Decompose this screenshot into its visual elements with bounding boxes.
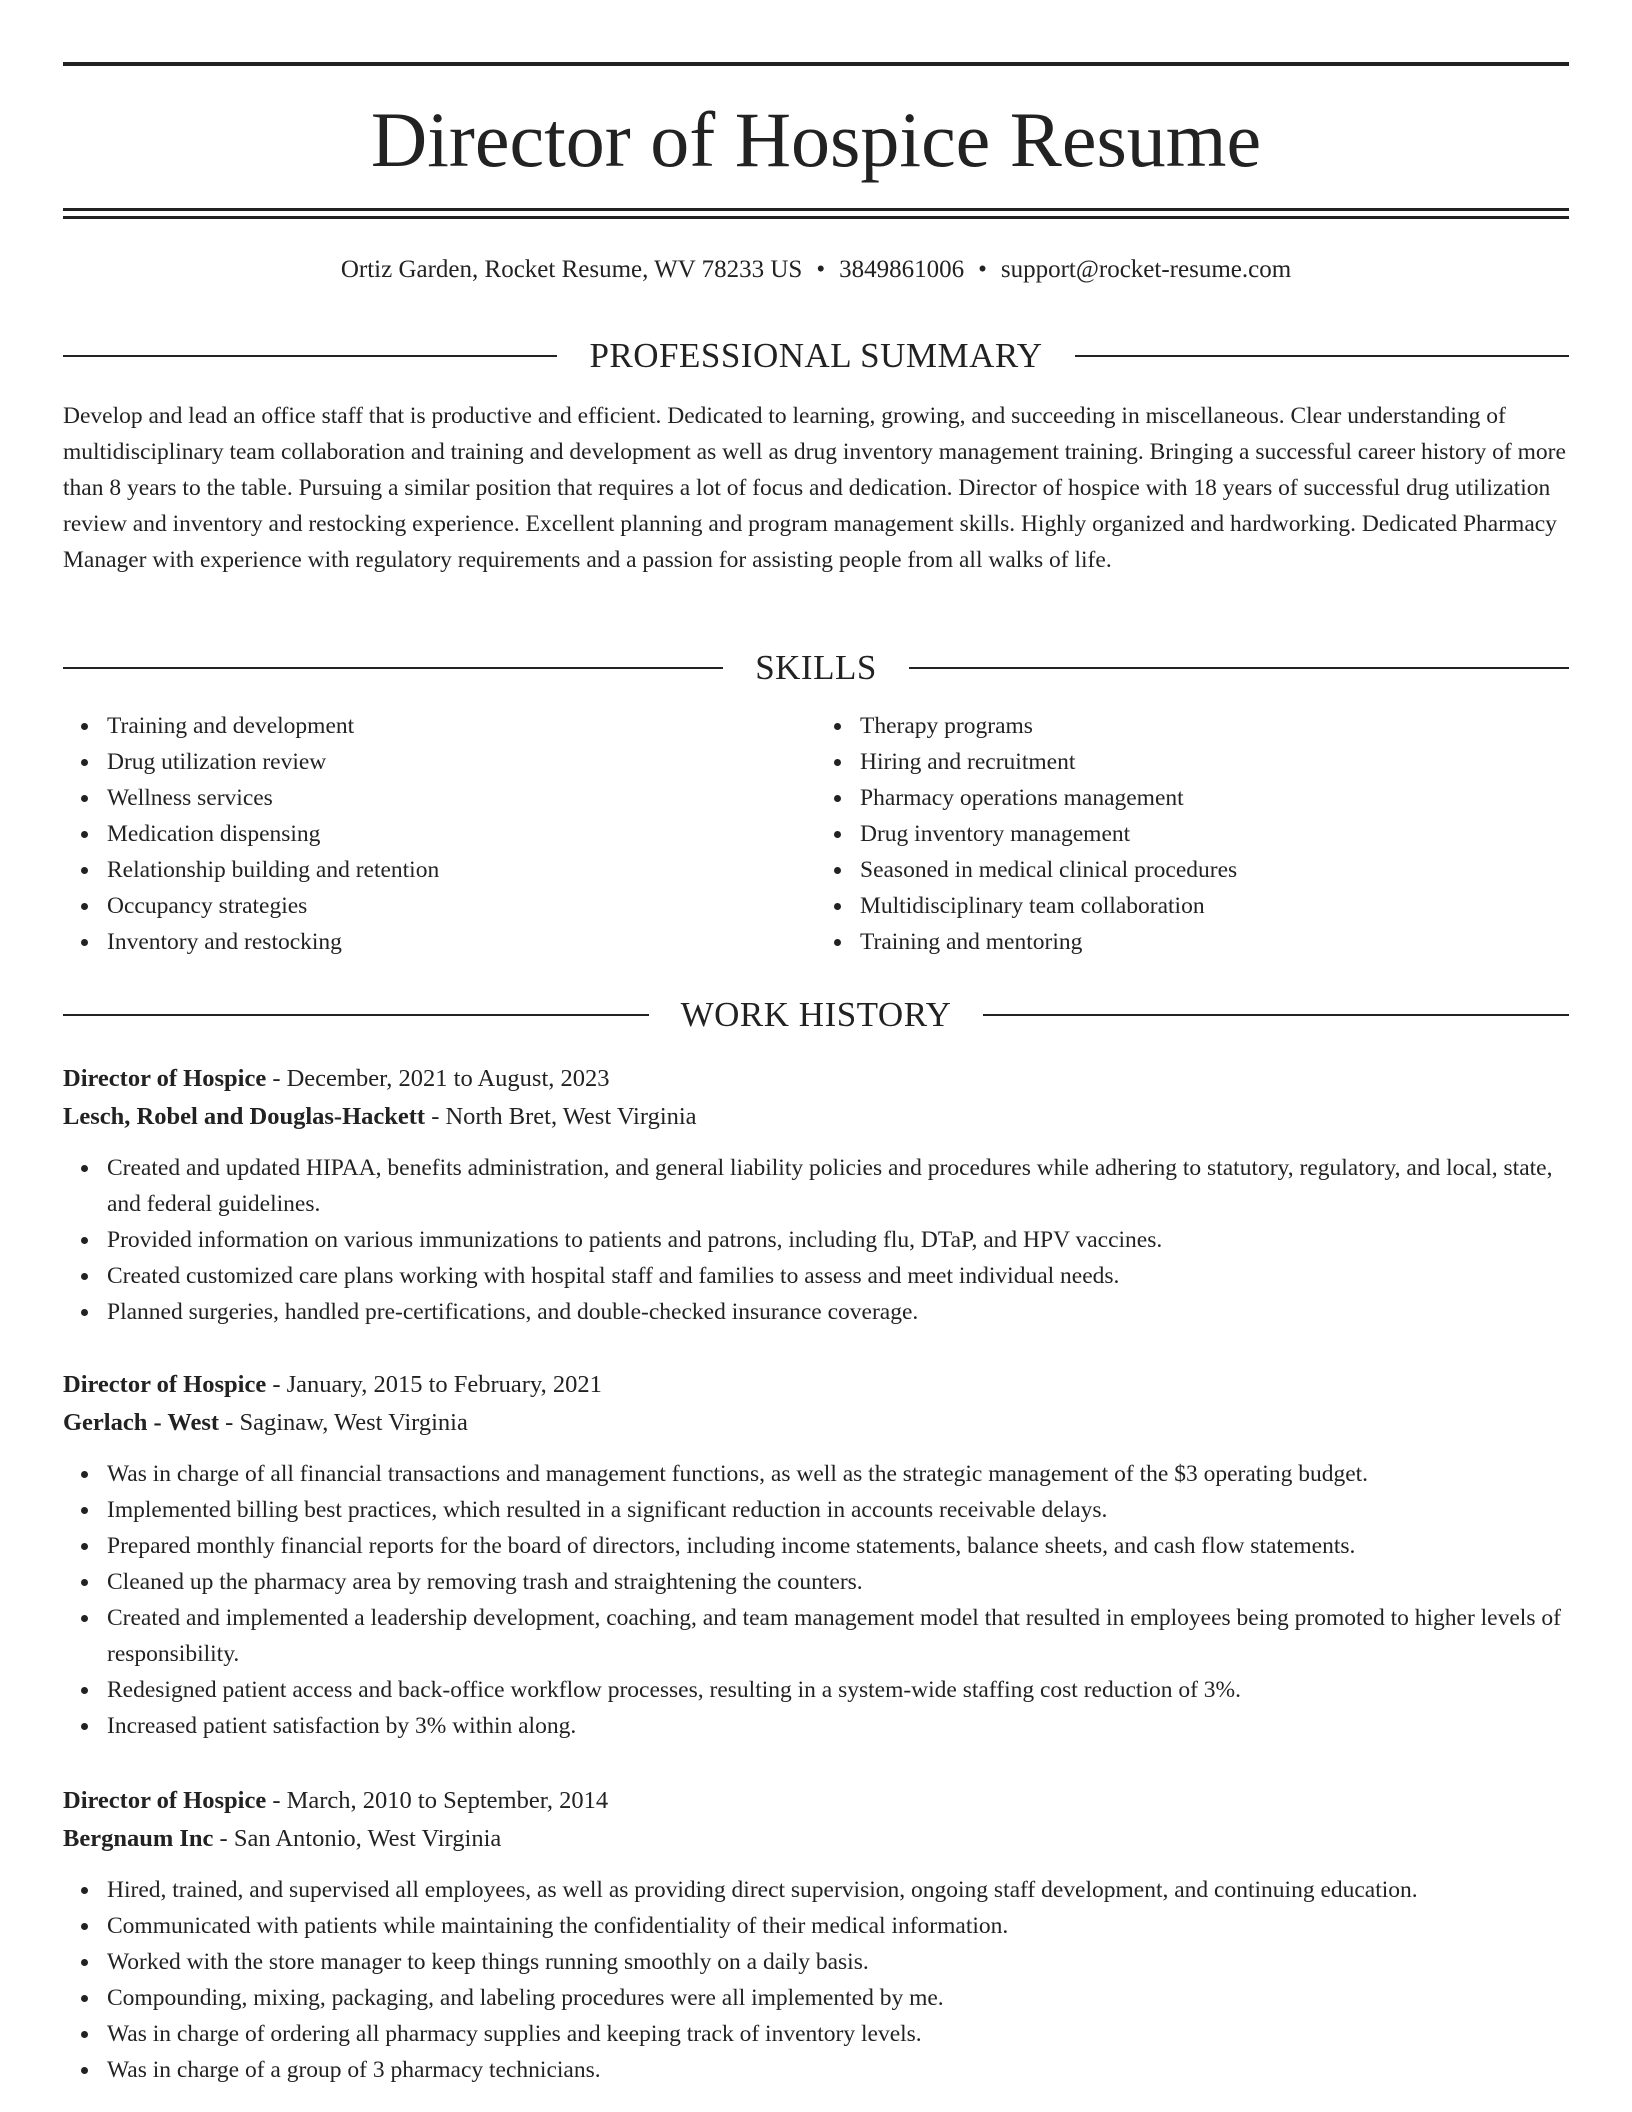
job-dates: - January, 2015 to February, 2021 [266,1371,602,1398]
job-bullet: Hired, trained, and supervised all employees, as well as providing direct supervision, ongoing staff development, and continuing education. [107,1872,1569,1908]
job-bullet: Was in charge of ordering all pharmacy supplies and keeping track of inventory levels. [107,2016,1569,2052]
summary-section-heading [63,336,1569,376]
job-dates: - December, 2021 to August, 2023 [266,1065,610,1092]
skills-heading-label: SKILLS [755,648,877,687]
title-double-rule-lower [63,216,1569,219]
job-title-line [63,1060,1569,1098]
top-rule [63,62,1569,66]
skill-item: Therapy programs [860,708,1569,744]
job-bullet: Cleaned up the pharmacy area by removing trash and straightening the counters. [107,1564,1569,1600]
job-bullets [63,1150,1569,1330]
page-title: Director of Hospice Resume [370,96,1262,183]
skill-item: Hiring and recruitment [860,744,1569,780]
skills-column-right [816,708,1569,960]
job-company-line [63,1098,1569,1136]
job-bullet: Worked with the store manager to keep things running smoothly on a daily basis. [107,1944,1569,1980]
professional-summary-text: Develop and lead an office staff that is productive and efficient. Dedicated to learning, growing, and succeeding in miscellaneous. Clear understanding of multidisciplinary team collaboration and training and development as well as drug inventory management training. Bringing a successful career history of more than 8 years to the table. Pursuing a similar position that requires a lot of focus and dedication. Director of hospice with 18 years of successful drug utilization review and inventory and restocking experience. Excellent planning and program management skills. Highly organized and hardworking. Dedicated Pharmacy Manager with experience with regulatory requirements and a passion for assisting people from all walks of life. [63,403,1566,573]
job-title: Director of Hospice [63,1065,267,1092]
job-bullet: Created and updated HIPAA, benefits administration, and general liability policies and procedures while adhering to statutory, regulatory, and local, state, and federal guidelines. [107,1150,1569,1222]
skills-column-left [63,708,816,960]
heading-rule-left [63,1014,649,1016]
contact-line [63,252,1569,288]
job-entry [63,1366,1569,1744]
job-location: - San Antonio, West Virginia [213,1825,502,1852]
heading-rule-left [63,355,557,357]
skill-item: Seasoned in medical clinical procedures [860,852,1569,888]
skill-item: Medication dispensing [107,816,816,852]
job-title-line [63,1782,1569,1820]
job-bullets [63,1456,1569,1744]
job-dates: - March, 2010 to September, 2014 [266,1787,609,1814]
skill-item: Multidisciplinary team collaboration [860,888,1569,924]
job-bullets [63,1872,1569,2088]
contact-address: Ortiz Garden, Rocket Resume, WV 78233 US [340,256,803,283]
job-company-line [63,1820,1569,1858]
job-title-line [63,1366,1569,1404]
job-bullet: Was in charge of a group of 3 pharmacy technicians. [107,2052,1569,2088]
job-title: Director of Hospice [63,1787,267,1814]
job-bullet: Increased patient satisfaction by 3% within along. [107,1708,1569,1744]
job-bullet: Prepared monthly financial reports for the board of directors, including income statements, balance sheets, and cash flow statements. [107,1528,1569,1564]
heading-rule-left [63,667,723,669]
job-bullet: Was in charge of all financial transactions and management functions, as well as the strategic management of the $3 operating budget. [107,1456,1569,1492]
job-entry [63,1782,1569,2088]
skills-list [63,708,1569,960]
job-company: Bergnaum Inc [63,1825,214,1852]
job-company-line [63,1404,1569,1442]
contact-separator: • [816,256,826,283]
job-bullet: Created and implemented a leadership development, coaching, and team management model that resulted in employees being promoted to higher levels of responsibility. [107,1600,1569,1672]
skill-item: Occupancy strategies [107,888,816,924]
heading-rule-right [983,1014,1569,1016]
skill-item: Pharmacy operations management [860,780,1569,816]
contact-separator: • [978,256,987,283]
job-bullet: Provided information on various immunizations to patients and patrons, including flu, DTaP, and HPV vaccines. [107,1222,1569,1258]
heading-rule-right [1075,355,1569,357]
job-location: - Saginaw, West Virginia [219,1409,468,1436]
skill-item: Drug utilization review [107,744,816,780]
job-title: Director of Hospice [63,1371,267,1398]
skill-item: Drug inventory management [860,816,1569,852]
skill-item: Training and development [107,708,816,744]
job-bullet: Planned surgeries, handled pre-certifications, and double-checked insurance coverage. [107,1294,1569,1330]
job-bullet: Implemented billing best practices, which resulted in a significant reduction in accounts receivable delays. [107,1492,1569,1528]
skill-item: Relationship building and retention [107,852,816,888]
skill-item: Training and mentoring [860,924,1569,960]
work-history-section-heading [63,995,1569,1035]
summary-heading-label: PROFESSIONAL SUMMARY [589,336,1043,375]
job-company: Lesch, Robel and Douglas-Hackett [63,1103,426,1130]
skill-item: Wellness services [107,780,816,816]
job-bullet: Created customized care plans working with hospital staff and families to assess and meet individual needs. [107,1258,1569,1294]
job-company: Gerlach - West [63,1409,220,1436]
title-double-rule-upper [63,208,1569,211]
job-bullet: Redesigned patient access and back-office workflow processes, resulting in a system-wide staffing cost reduction of 3%. [107,1672,1569,1708]
contact-email[interactable]: support@rocket-resume.com [1000,256,1292,283]
job-bullet: Compounding, mixing, packaging, and labeling procedures were all implemented by me. [107,1980,1569,2016]
work-history-heading-label: WORK HISTORY [680,995,952,1034]
job-entry [63,1060,1569,1330]
skills-section-heading [63,648,1569,688]
skill-item: Inventory and restocking [107,924,816,960]
job-location: - North Bret, West Virginia [425,1103,697,1130]
heading-rule-right [909,667,1569,669]
contact-phone: 3849861006 [839,256,965,283]
job-bullet: Communicated with patients while maintaining the confidentiality of their medical information. [107,1908,1569,1944]
